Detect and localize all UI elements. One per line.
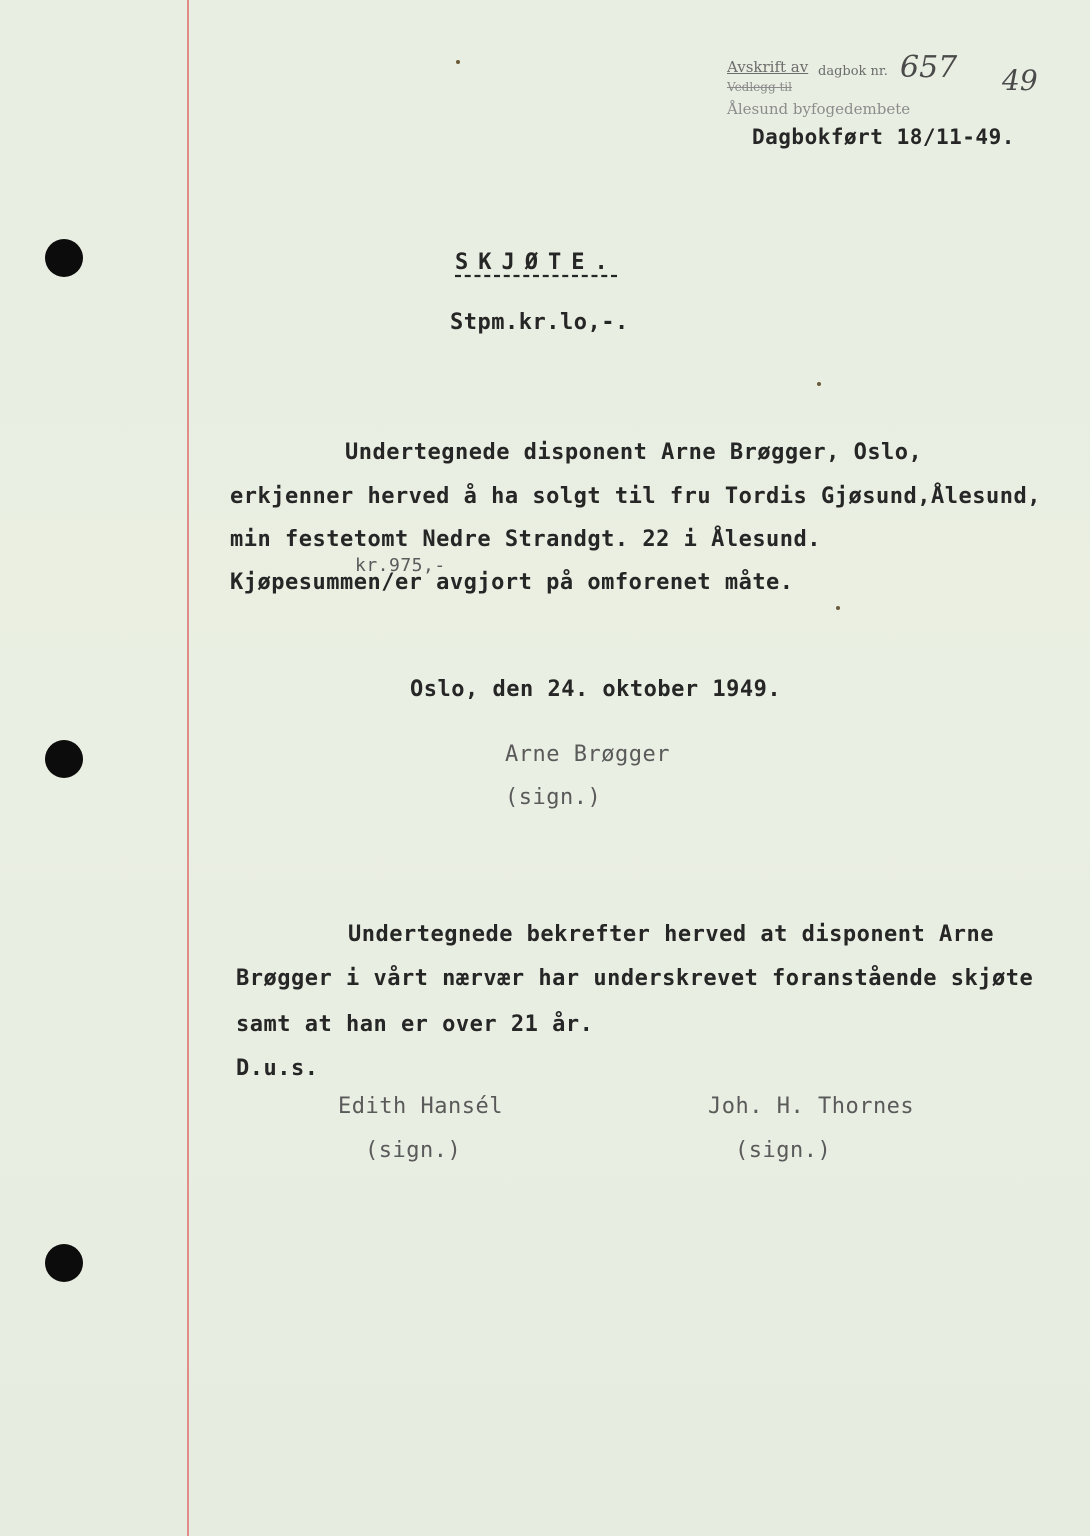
witness-line-2: Brøgger i vårt nærvær har underskrevet foranstående skjøte (236, 966, 1034, 991)
stamp-court: Ålesund byfogedembete (727, 100, 911, 118)
paper-speck (836, 606, 840, 610)
place-date: Oslo, den 24. oktober 1949. (410, 677, 782, 702)
punch-hole-top (45, 239, 83, 277)
witness-1-sign: (sign.) (365, 1138, 462, 1163)
dus-line: D.u.s. (236, 1056, 319, 1081)
stamp-avskrift: Avskrift av (727, 58, 809, 76)
stamp-duty: Stpm.kr.lo,-. (450, 310, 629, 335)
punch-hole-bottom (45, 1244, 83, 1282)
witness-2-name: Joh. H. Thornes (708, 1094, 915, 1119)
paper-speck (817, 382, 821, 386)
witness-1-name: Edith Hansél (338, 1094, 503, 1119)
body-line-3: min festetomt Nedre Strandgt. 22 i Ålesund. (230, 527, 822, 552)
handwritten-dagbok-number: 657 (900, 50, 958, 85)
handwritten-year: 49 (1002, 64, 1038, 97)
stamp-dagbok-nr: dagbok nr. (818, 64, 888, 79)
signer-name: Arne Brøgger (505, 742, 670, 767)
paper-speck (456, 60, 460, 64)
document-title: SKJØTE. (455, 250, 618, 275)
body-line-4: Kjøpesummen/er avgjort på omforenet måte. (230, 570, 794, 595)
dagbokfort-line: Dagbokført 18/11-49. (752, 125, 1015, 149)
red-margin-line (187, 0, 189, 1536)
witness-line-1: Undertegnede bekrefter herved at disponent Arne (348, 922, 995, 947)
witness-line-3: samt at han er over 21 år. (236, 1012, 594, 1037)
inserted-amount: kr.975,- (355, 555, 446, 576)
body-line-1: Undertegnede disponent Arne Brøgger, Oslo, (345, 440, 923, 465)
stamp-vedlegg: Vedlegg til (727, 80, 792, 94)
body-line-2: erkjenner herved å ha solgt til fru Tordis Gjøsund,Ålesund, (230, 484, 1041, 509)
witness-2-sign: (sign.) (735, 1138, 832, 1163)
signer-sign: (sign.) (505, 785, 602, 810)
punch-hole-middle (45, 740, 83, 778)
